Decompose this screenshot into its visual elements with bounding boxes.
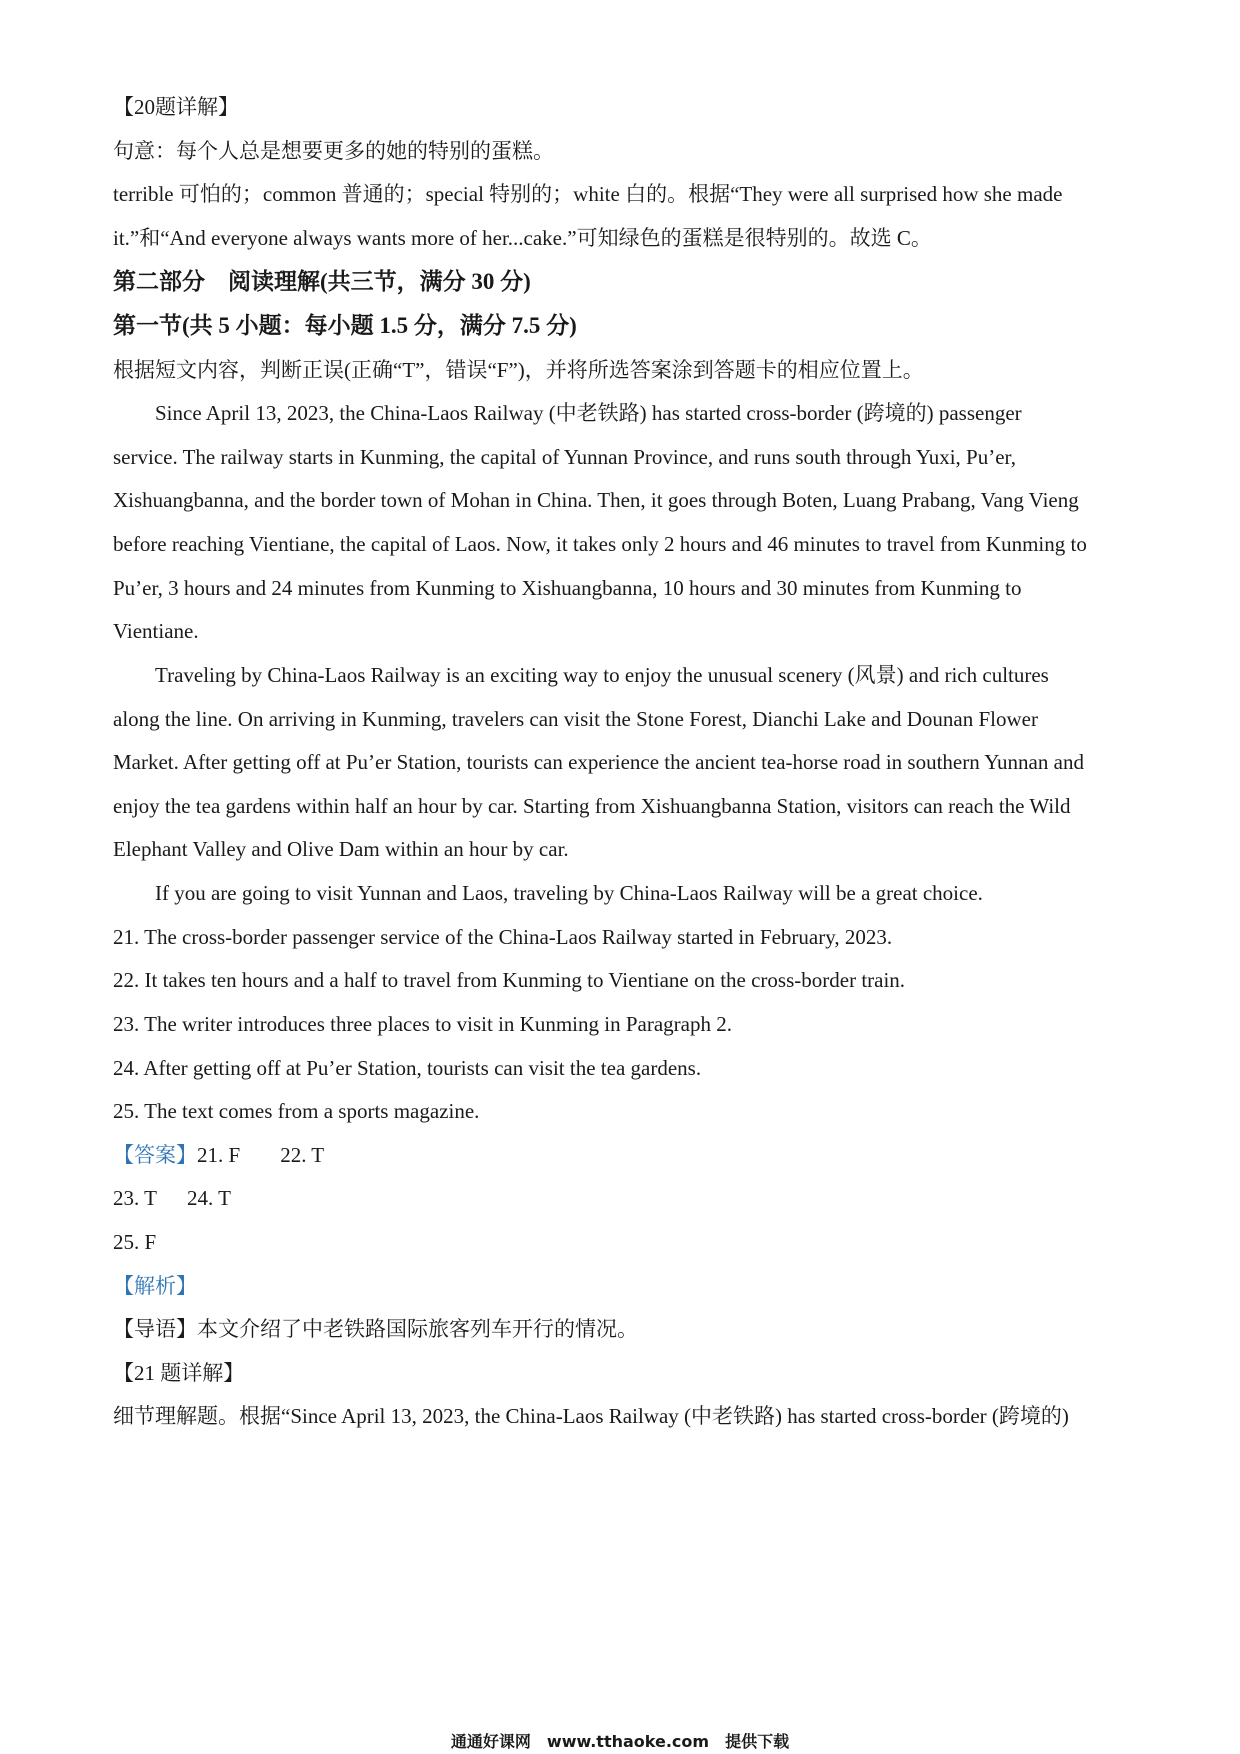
answer-24: 24. T <box>186 1186 231 1210</box>
question-25: 25. The text comes from a sports magazine. <box>113 1099 480 1123</box>
analysis-label: 【解析】 <box>113 1274 197 1298</box>
passage-p1-line-5: Pu’er, 3 hours and 24 minutes from Kunming to Xishuangbanna, 10 hours and 30 minutes from Kunming to <box>113 576 1022 600</box>
q20-sentence-meaning: 句意：每个人总是想要更多的她的特别的蛋糕。 <box>113 139 554 163</box>
passage-p1-line-2: service. The railway starts in Kunming, the capital of Yunnan Province, and runs south through Yuxi, Pu’er, <box>113 445 1016 469</box>
question-23: 23. The writer introduces three places to visit in Kunming in Paragraph 2. <box>113 1012 732 1036</box>
answer-row-1 <box>113 1141 1133 1169</box>
part-two-heading: 第二部分 阅读理解(共三节，满分 30 分) <box>113 269 531 294</box>
passage-p2-line-5: Elephant Valley and Olive Dam within an hour by car. <box>113 837 569 861</box>
q21-detail-text: 细节理解题。根据“Since April 13, 2023, the China-Laos Railway (中老铁路) has started cross-border (跨境的) <box>113 1404 1069 1428</box>
answer-23: 23. T <box>113 1186 157 1210</box>
answer-row-3 <box>113 1228 1133 1256</box>
q20-detail-heading: 【20题详解】 <box>113 95 239 119</box>
analysis-intro: 【导语】本文介绍了中老铁路国际旅客列车开行的情况。 <box>113 1317 638 1341</box>
passage-p2-line-2: along the line. On arriving in Kunming, travelers can visit the Stone Forest, Dianchi Lake and Dounan Flower <box>113 707 1038 731</box>
passage-p1-line-4: before reaching Vientiane, the capital of Laos. Now, it takes only 2 hours and 46 minutes to travel from Kunming to <box>113 532 1087 556</box>
passage-p2-line-1: Traveling by China-Laos Railway is an exciting way to enjoy the unusual scenery (风景) and rich cultures <box>155 663 1049 687</box>
page-footer: 通通好课网 www.tthaoke.com 提供下载 <box>450 1732 790 1751</box>
passage-p3-line-1: If you are going to visit Yunnan and Laos, traveling by China-Laos Railway will be a great choice. <box>155 881 983 905</box>
answer-21: 21. F <box>197 1143 241 1167</box>
passage-p1-line-6: Vientiane. <box>113 619 199 643</box>
q21-detail-heading: 【21 题详解】 <box>113 1361 245 1385</box>
answer-25: 25. F <box>113 1230 157 1254</box>
question-21: 21. The cross-border passenger service of the China-Laos Railway started in February, 2023. <box>113 925 893 949</box>
answer-label: 【答案】 <box>113 1143 197 1167</box>
section-one-heading: 第一节(共 5 小题：每小题 1.5 分，满分 7.5 分) <box>113 313 577 338</box>
q20-explanation-line-2: it.”和“And everyone always wants more of her...cake.”可知绿色的蛋糕是很特别的。故选 C。 <box>113 226 932 250</box>
q20-explanation-line-1: terrible 可怕的；common 普通的；special 特别的；white 白的。根据“They were all surprised how she made <box>113 182 1063 206</box>
question-22: 22. It takes ten hours and a half to travel from Kunming to Vientiane on the cross-border train. <box>113 968 906 992</box>
passage-p1-line-3: Xishuangbanna, and the border town of Mohan in China. Then, it goes through Boten, Luang Prabang, Vang Vieng <box>113 488 1079 512</box>
section-instructions: 根据短文内容，判断正误(正确“T”，错误“F”)，并将所选答案涂到答题卡的相应位置上。 <box>113 358 924 382</box>
passage-p1-line-1: Since April 13, 2023, the China-Laos Railway (中老铁路) has started cross-border (跨境的) passenger <box>155 401 1022 425</box>
answer-22: 22. T <box>280 1143 325 1167</box>
passage-p2-line-4: enjoy the tea gardens within half an hour by car. Starting from Xishuangbanna Station, visitors can reach the Wild <box>113 794 1071 818</box>
passage-p2-line-3: Market. After getting off at Pu’er Station, tourists can experience the ancient tea-horse road in southern Yunnan and <box>113 750 1084 774</box>
answer-row-2 <box>113 1184 1133 1212</box>
question-24: 24. After getting off at Pu’er Station, tourists can visit the tea gardens. <box>113 1056 702 1080</box>
